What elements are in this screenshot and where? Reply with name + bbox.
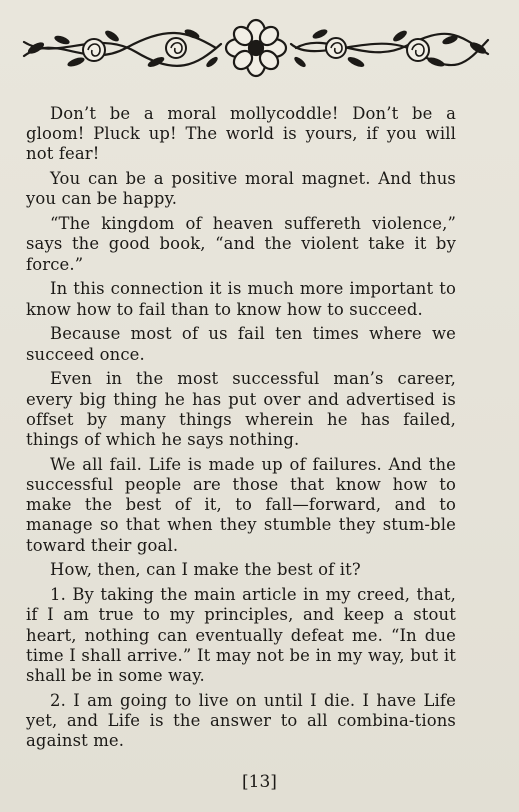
body-text (26, 104, 456, 756)
page-number: [13] (242, 772, 277, 792)
paragraph: 2. I am going to live on until I die. I have Life yet, and Life is the answer to all combina-tions against me. (26, 690, 456, 751)
paragraph: You can be a positive moral magnet. And thus you can be happy. (26, 169, 456, 209)
paragraph: How, then, can I make the best of it? (50, 560, 361, 580)
paragraph: Don’t be a moral mollycoddle! Don’t be a gloom! Pluck up! The world is yours, if you will not fear! (26, 104, 456, 164)
paragraph: Even in the most successful man’s career, every big thing he has put over and advertised is offset by many things wherein he has failed, things of which he says nothing. (26, 369, 456, 450)
floral-ornament-icon (16, 18, 496, 78)
paragraph: 1. By taking the main article in my creed, that, if I am true to my principles, and keep a stout heart, nothing can eventually defeat me. “In due time I shall arrive.” It may not be in my way, but it shall be in some way. (26, 585, 456, 686)
paragraph: “The kingdom of heaven suffereth violence,” says the good book, “and the violent take it by force.” (26, 214, 456, 274)
paragraph: Because most of us fail ten times where we succeed once. (26, 324, 456, 364)
paragraph: In this connection it is much more important to know how to fail than to know how to succeed. (26, 279, 456, 319)
paragraph: We all fail. Life is made up of failures. And the successful people are those that know how to make the best of it, to fall—forward, and to manage so that when they stumble they stum-ble toward their goal. (26, 454, 456, 555)
